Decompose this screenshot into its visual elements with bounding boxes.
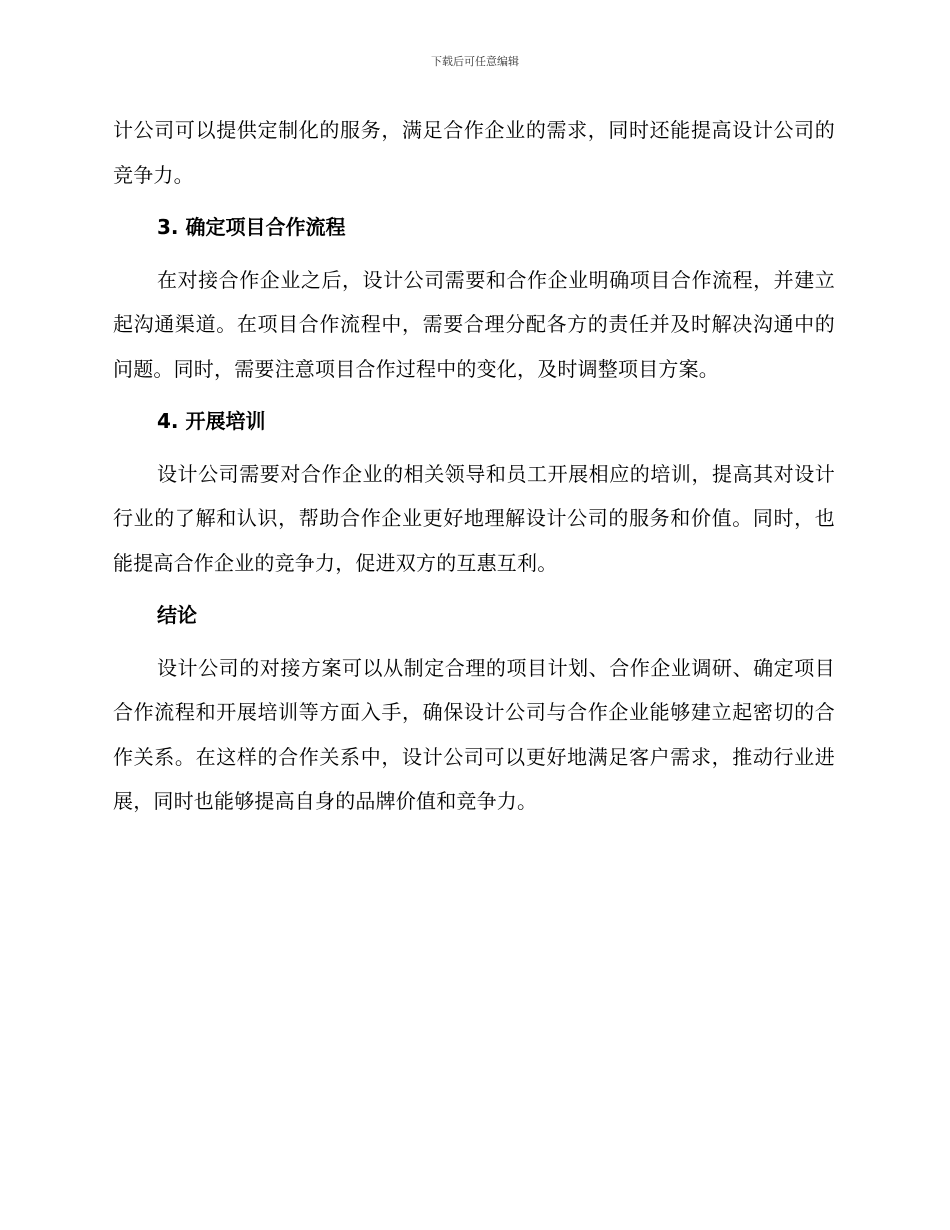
section-3-paragraph: 在对接合作企业之后，设计公司需要和合作企业明确项目合作流程，并建立起沟通渠道。在项目合作流程中，需要合理分配各方的责任并及时解决沟通中的问题。同时，需要注意项目合作过程中的变化，及时调整项目方案。 <box>113 267 835 381</box>
section-3-heading: 3. 确定项目合作流程 <box>157 215 346 239</box>
header-note: 下载后可任意编辑 <box>431 55 519 68</box>
document-body <box>113 108 835 824</box>
conclusion-heading: 结论 <box>157 603 197 627</box>
intro-paragraph-tail: 计公司可以提供定制化的服务，满足合作企业的需求，同时还能提高设计公司的竞争力。 <box>113 118 835 187</box>
section-4-heading: 4. 开展培训 <box>157 409 266 433</box>
conclusion-paragraph: 设计公司的对接方案可以从制定合理的项目计划、合作企业调研、确定项目合作流程和开展培训等方面入手，确保设计公司与合作企业能够建立起密切的合作关系。在这样的合作关系中，设计公司可以更好地满足客户需求，推动行业进展，同时也能够提高自身的品牌价值和竞争力。 <box>113 655 835 813</box>
section-4-paragraph: 设计公司需要对合作企业的相关领导和员工开展相应的培训，提高其对设计行业的了解和认识，帮助合作企业更好地理解设计公司的服务和价值。同时，也能提高合作企业的竞争力，促进双方的互惠互利。 <box>113 461 835 575</box>
